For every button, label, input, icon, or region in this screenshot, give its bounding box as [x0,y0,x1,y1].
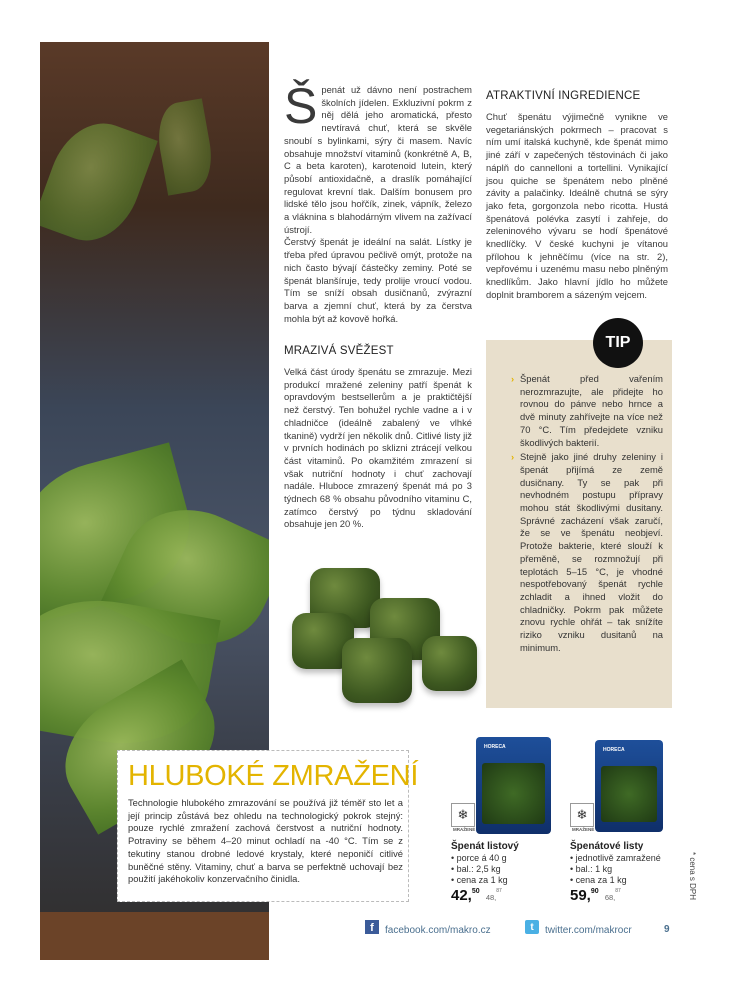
article-paragraph: Chuť špenátu výjimečně vynikne ve vegetariánských pokrmech – pracovat s ním umí italská kuchyně, kde špenát mimo jiné září v zapečených těstovinách či jako náplň do cannelloni a tortellini. Vynikající jsou quiche se špenátem nebo plněné závity a palačinky. Ideálně chutná se sýry jako feta, gorgonzola nebo ricotta. Hustá špenátová polévka zasytí i zahřeje, do zeleninového vývaru se hodí špenátové knedlíčky. V české kuchyni je vítanou přílohou k jehněčímu (více na str. 2), vepřovému i uzenému masu nebo plněným knedlíkům. Jako hlavní jídlo ho můžete doplnit bramborem a sázeným vejcem. [486,111,668,300]
product-name: Špenát listový [451,841,519,852]
chevron-right-icon: › [511,451,515,463]
article-paragraph: Čerstvý špenát je ideální na salát. Lístky je třeba před úpravou pečlivě omýt, protože na nich často bývají částečky zeminy. Poté se špenát blanšíruje, tedy prolije vroucí vodou. Tím se sníží obsah dusičnanů, zvýrazní barva a zjemní chuť, která by za čerstva mohla být až kovově hořká. [284,236,472,324]
spinach-cube [422,636,477,691]
tip-item: › Špenát před vařením nerozmrazujte, ale přidejte ho rovnou do pánve nebo hrnce a dvě minuty zahřívejte na více než 70 °C. Tím předejdete vzniku škodlivých bakterií. [511,373,663,448]
facebook-link[interactable]: facebook.com/makro.cz [385,925,491,936]
product-price: 59,90 68,87 [570,887,621,904]
snowflake-icon: ❄ [570,803,594,827]
vat-note: * cena s DPH [688,852,697,901]
twitter-link[interactable]: twitter.com/makrocr [545,925,632,936]
wooden-board [40,912,269,960]
package-window [482,763,545,824]
drop-cap: Š [284,78,318,134]
package-brand: HORECA [603,747,625,753]
page-number: 9 [664,924,670,935]
product-details: • jednotlivě zamražené • bal.: 1 kg • cena za 1 kg [570,853,661,886]
deep-freeze-title: HLUBOKÉ ZMRAŽENÍ [128,760,419,792]
package-brand: HORECA [484,744,506,750]
product-price: 42,50 48,87 [451,887,502,904]
price-without-vat: 48,87 [485,888,502,902]
product-details: • porce á 40 g • bal.: 2,5 kg • cena za 1 kg [451,853,508,886]
frozen-label: MRAŽENÉ [572,827,595,832]
price-without-vat: 68,87 [604,888,621,902]
article-paragraph: penát už dávno není postrachem školních jídelen. Exkluzivní pokrm z něj dělá jeho aromatická, přesto nevtíravá chuť, která se skvěle snoubí s bylinkami, sýry či masem. Navíc obsahuje množství vitaminů (konkrétně A, B, C a beta karoten), karotenoid lutein, který působí antioxidačně, a draslík pomáhající regulovat krevní tlak. Dalším bonusem pro lidské tělo jsou hořčík, zinek, vápník, železo a vláknina s blahodárným vlivem na zažívací ústrojí. [284,84,472,235]
heading-attractive-ingredient: ATRAKTIVNÍ INGREDIENCE [486,90,641,102]
snowflake-icon: ❄ [451,803,475,827]
article-column-1-lower [284,366,472,531]
tip-list [513,373,663,656]
package-window [601,766,657,822]
frozen-label: MRAŽENÉ [453,827,476,832]
chevron-right-icon: › [511,373,515,384]
spinach-cube [342,638,412,703]
spinach-leaf [153,98,218,195]
tip-badge: TIP [593,318,643,368]
deep-freeze-text: Technologie hlubokého zmrazování se používá již téměř sto let a její princip zůstává bez ohledu na technologický pokrok stejný: pouze rychlé zmražení zachová čerstvost a nutriční hodnoty. Potraviny se během 4–20 minut ochladí na -40 °C. Tím se z tekutiny stanou drobné ledové krystaly, které neponičí citlivé buněčné stěny. Vitaminy, chuť a barva se perfektně uchovají bez použití jakéhokoliv konzervačního činidla. [128,797,403,885]
article-paragraph: Velká část úrody špenátu se zmrazuje. Mezi produkcí mražené zeleniny patří špenát k opravdovým bestsellerům a je praktičtější než čerstvý. Ten bohužel rychle vadne a i v chladničce (ideálně zabalený ve vlhké tkanině) vydrží jen několik dnů. Citlivé listy již v prvních hodinách po sklizni ztrácejí velkou část vitaminů. Po okamžitém zmrazení si však nutriční hodnoty i chuť zachovají nadále. Hluboce zmrazený špenát má po 3 týdnech 68 % obsahu původního vitaminu C, zatímco čerstvý po týdnu skladování obsahuje jen 20 %. [284,366,472,530]
product-package [476,737,551,834]
article-column-1 [284,78,472,325]
facebook-icon[interactable]: f [365,920,379,934]
product-name: Špenátové listy [570,841,644,852]
frozen-spinach-cubes-photo [282,558,482,713]
article-column-2 [486,111,668,302]
tip-item: › Stejně jako jiné druhy zeleniny i špenát přijímá ze země dusičnany. Ty se pak při nevhodném postupu přípravy mohou stát škodlivými dusitany. Správné zacházení však zaručí, že se ve špenátu neobjeví. Protože bakterie, které slouží k přeměně, se rozmnožují při teplotách 5–15 °C, je vhodné nespotřebovaný špenát rychle zchladit a ihned vložit do chladničky. Pokrm pak můžete znovu rychle ohřát – tak snížíte riziko vzniku dusitanů na minimum. [511,451,663,653]
heading-frozen-freshness: MRAZIVÁ SVĚŽEST [284,345,394,357]
product-package [595,740,663,832]
spinach-leaf [40,110,158,254]
twitter-icon[interactable]: t [525,920,539,934]
